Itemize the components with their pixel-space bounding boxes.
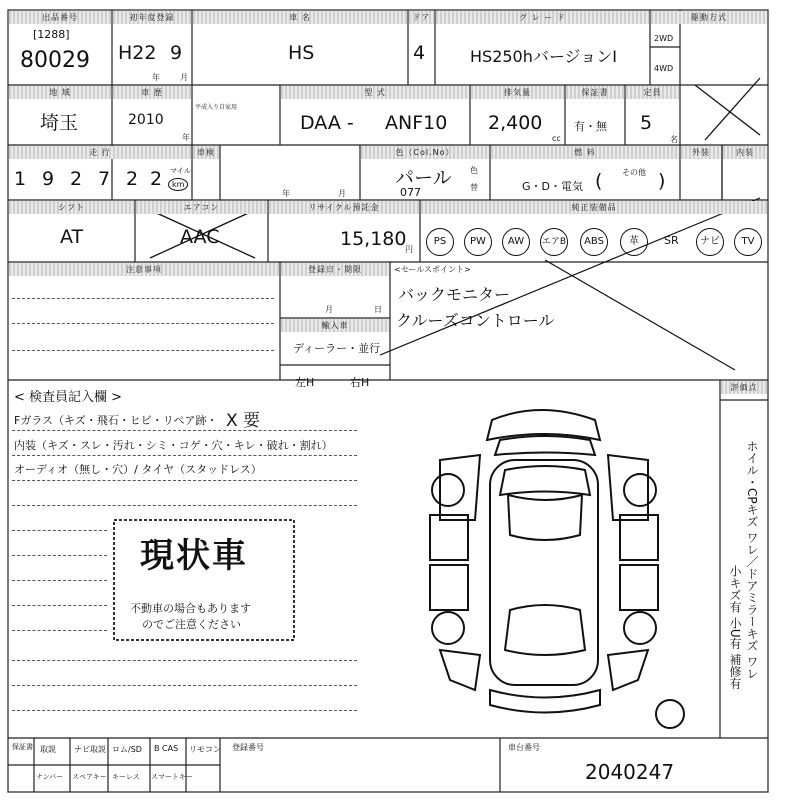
- recycle-value: 15,180: [340, 228, 407, 250]
- fuel-options: G・D・電気: [522, 180, 583, 193]
- header-seats: 定員: [626, 86, 679, 99]
- equip-sr: SR: [664, 234, 679, 247]
- equip-aw: AW: [502, 228, 530, 256]
- ac: AAC: [180, 226, 220, 248]
- lot-number: 80029: [20, 48, 90, 73]
- shaken-year: 年: [282, 189, 290, 198]
- fuel-paren-open: (: [595, 170, 603, 192]
- color-name: パール: [395, 167, 452, 189]
- year-unit-2: 年: [182, 133, 190, 142]
- header-drive: 駆動方式: [651, 11, 767, 24]
- steer-right: 右H: [350, 376, 370, 389]
- doors: 4: [413, 42, 426, 64]
- header-lot: 出品番号: [9, 11, 111, 24]
- shaken-month: 月: [338, 189, 346, 198]
- bottom-label-4: B CAS: [154, 744, 179, 753]
- bottom-label-3: ロム/SD: [112, 745, 142, 754]
- seats-unit: 名: [670, 135, 678, 144]
- recycle-unit: 円: [405, 245, 413, 254]
- header-grade: グ レ ー ド: [436, 11, 649, 24]
- fuel-paren-close: ): [658, 170, 666, 192]
- header-shift: シフト: [9, 201, 134, 214]
- year-note: 平成入り自家用: [195, 104, 238, 111]
- equip-abs: ABS: [580, 228, 608, 256]
- stamp-line-1: 不動車の場合もあります: [130, 602, 251, 615]
- header-equipment: 純正装備品: [421, 201, 767, 214]
- color-label2: 替: [470, 183, 478, 192]
- equip-leather: 革: [620, 228, 648, 256]
- bottom-label-6: ナンバー: [36, 773, 64, 781]
- bottom-label-2: ナビ取説: [74, 745, 106, 754]
- mileage-d3: 2: [70, 168, 83, 190]
- lot-code: [1288]: [33, 28, 70, 41]
- fuel-other: その他: [622, 168, 646, 177]
- header-exterior: 外装: [681, 146, 721, 159]
- header-sales-point: <セールスポイント>: [394, 265, 471, 274]
- stamp-title: 現状車: [140, 536, 248, 576]
- header-shaken: 車検: [193, 146, 219, 159]
- model-prefix: DAA -: [300, 112, 354, 134]
- header-reg-date: 登録日・期限: [281, 263, 389, 276]
- first-reg-era: H22: [118, 42, 157, 64]
- header-recycle: リサイクル預託金: [269, 201, 419, 214]
- header-mileage: 走 行: [9, 146, 191, 159]
- equip-navi: ナビ: [696, 228, 724, 256]
- mileage-unit-km: km: [168, 178, 188, 191]
- equip-tv: TV: [734, 228, 762, 256]
- bottom-label-7: スペアキー: [72, 773, 107, 781]
- header-condition: 評価点: [721, 381, 767, 394]
- header-region: 地 域: [9, 86, 111, 99]
- equip-airbag: エアB: [540, 228, 568, 256]
- drive-2wd: 2WD: [654, 34, 674, 43]
- year-unit: 年: [152, 73, 160, 82]
- grade: HS250hバージョンI: [470, 47, 617, 66]
- header-warranty: 保証書: [566, 86, 624, 99]
- model-code: ANF10: [385, 112, 448, 134]
- header-ac: エアコン: [136, 201, 267, 214]
- side-note-1: ホイル・CPキズ ワレ／ドアミラーキズ ワレ: [745, 440, 759, 680]
- inspector-title: < 検査員記入欄 >: [14, 390, 123, 405]
- header-doors: ドア: [409, 11, 434, 24]
- warranty: 有・無: [574, 120, 607, 133]
- bottom-prefix: 保証書: [12, 743, 33, 751]
- header-first-reg: 初年度登録: [113, 11, 191, 24]
- displacement: 2,400: [488, 112, 543, 134]
- equip-ps: PS: [426, 228, 454, 256]
- color-code: 077: [400, 186, 421, 199]
- region: 埼玉: [40, 112, 79, 134]
- color-label1: 色: [470, 166, 478, 175]
- bottom-label-1: 取説: [40, 745, 56, 754]
- header-car-name: 車 名: [193, 11, 407, 24]
- equip-pw: PW: [464, 228, 492, 256]
- mileage-d2: 9: [42, 168, 55, 190]
- bottom-label-9: スマートキー: [151, 773, 193, 781]
- displacement-unit: cc: [552, 134, 561, 143]
- import-label: 輸入車: [281, 319, 389, 332]
- header-notes: 注意事項: [9, 263, 279, 276]
- inspector-handwritten: X 要: [226, 411, 261, 431]
- first-reg-month: 9: [170, 42, 183, 64]
- seats: 5: [640, 112, 653, 134]
- bottom-label-8: キーレス: [112, 773, 140, 781]
- header-fuel: 燃 料: [491, 146, 679, 159]
- dealer-parallel: ディーラー・並行: [293, 342, 381, 355]
- stamp-line-2: のでご注意ください: [142, 618, 241, 631]
- inspector-line-2: 内装（キズ・スレ・汚れ・シミ・コゲ・穴・キレ・破れ・割れ）: [14, 439, 333, 452]
- shift: AT: [60, 226, 84, 248]
- reg-month: 月: [325, 305, 333, 314]
- inspector-line-1: Fガラス（キズ・飛石・ヒビ・リペア跡・: [14, 414, 218, 427]
- car-name: HS: [288, 42, 315, 64]
- month-unit: 月: [180, 73, 188, 82]
- mileage-d6: 2: [150, 168, 163, 190]
- mileage-unit-mile: マイル: [170, 167, 191, 175]
- inspector-line-3: オーディオ（無し・穴）/ タイヤ（スタッドレス）: [14, 463, 262, 476]
- mileage-d5: 2: [126, 168, 139, 190]
- reg-day: 日: [374, 305, 382, 314]
- header-interior: 内装: [723, 146, 767, 159]
- header-displacement: 排気量: [471, 86, 564, 99]
- sales-point-2: クルーズコントロール: [396, 311, 555, 330]
- steer-left: 左H: [295, 376, 315, 389]
- frame-number: 2040247: [585, 760, 675, 784]
- header-year: 車 歴: [113, 86, 191, 99]
- side-note-2: 小キズ有 小U有 補修有: [728, 565, 742, 690]
- reg-number-label: 登録番号: [232, 743, 264, 752]
- header-color: 色（Col.No）: [361, 146, 489, 159]
- drive-4wd: 4WD: [654, 64, 674, 73]
- car-diagram: [430, 410, 684, 728]
- mileage-d4: 7: [98, 168, 111, 190]
- header-model: 型 式: [281, 86, 469, 99]
- frame-label: 車台番号: [508, 743, 540, 752]
- model-year: 2010: [128, 112, 164, 128]
- bottom-label-5: リモコン: [189, 745, 221, 754]
- mileage-d1: 1: [14, 168, 27, 190]
- sales-point-1: バックモニター: [398, 285, 511, 304]
